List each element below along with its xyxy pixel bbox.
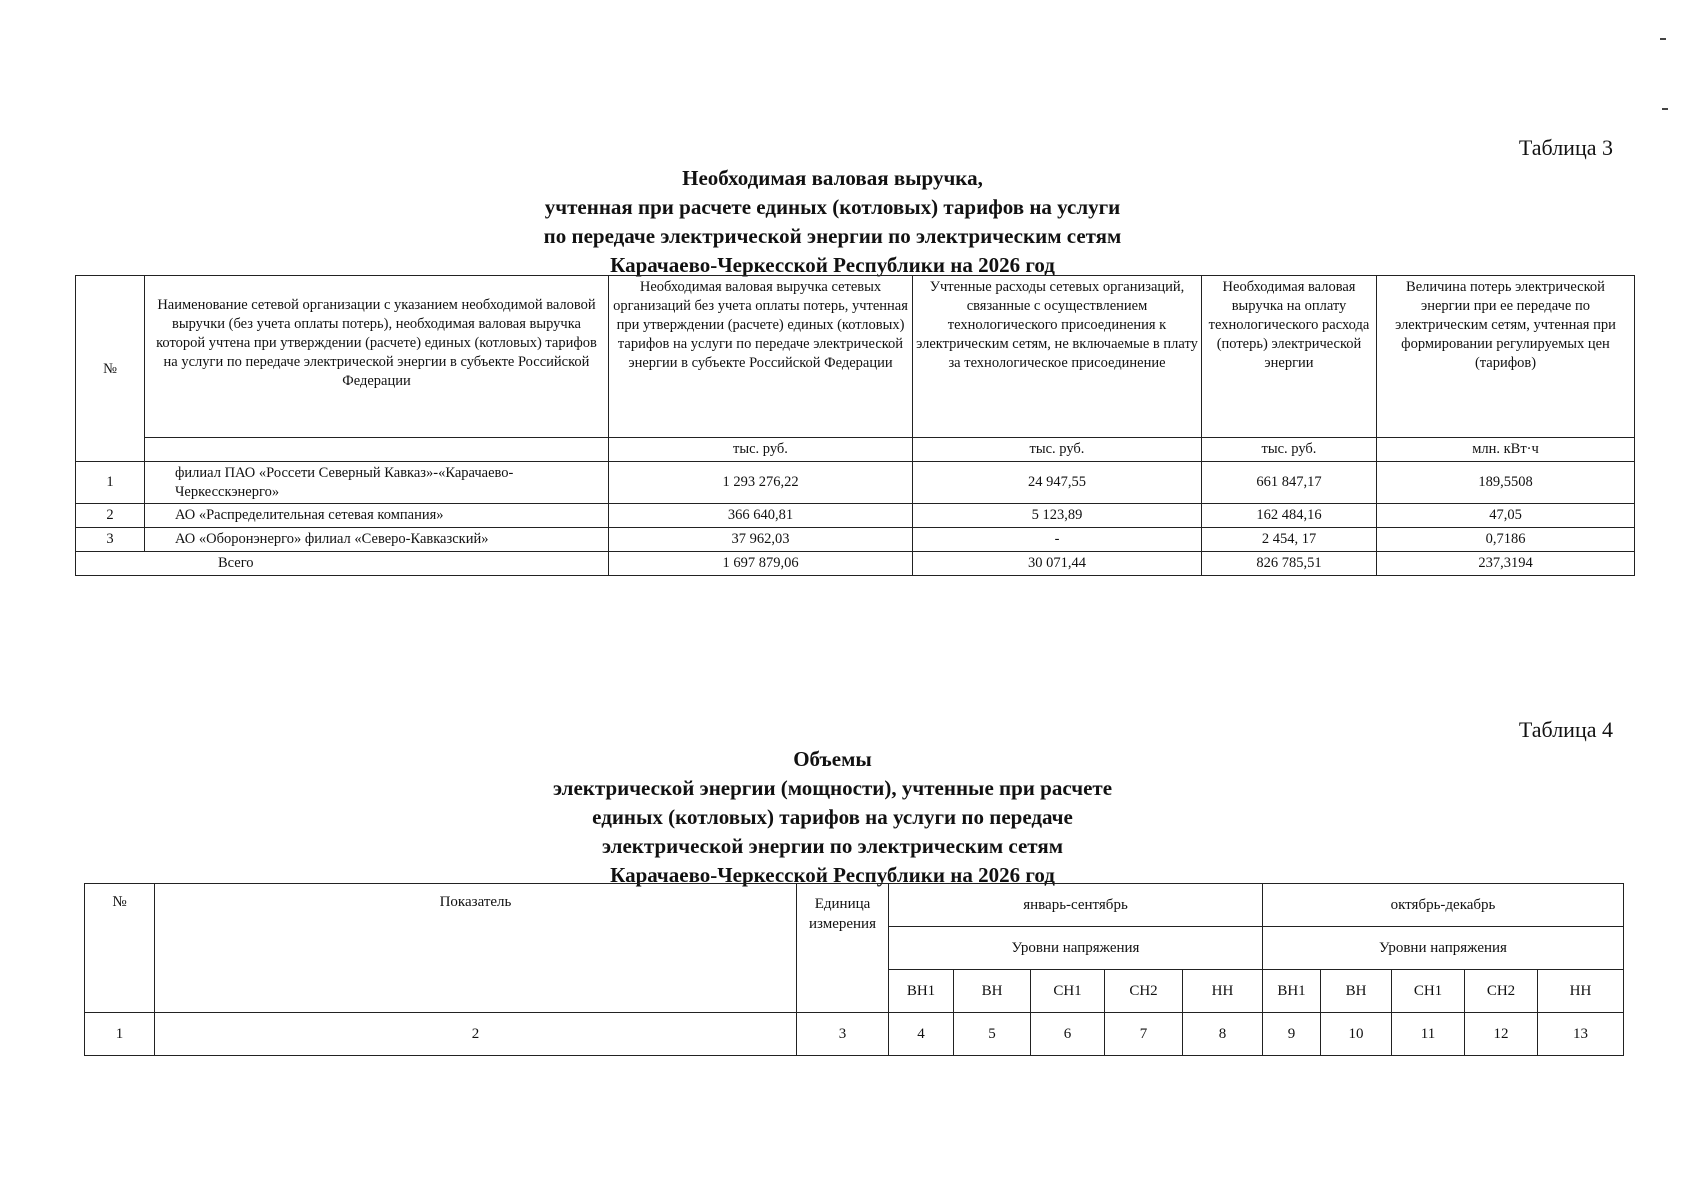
t3-cell-losses-volume: 0,7186 <box>1377 528 1635 552</box>
t3-cell-name: АО «Распределительная сетевая компания» <box>145 504 609 528</box>
t3-cell-losses-payment: 661 847,17 <box>1202 462 1377 504</box>
t4-header-num: № <box>85 884 155 1013</box>
t4-num-cell: 8 <box>1183 1013 1263 1056</box>
t4-num-cell: 11 <box>1392 1013 1465 1056</box>
table3-title: Необходимая валовая выручка, учтенная при расчете единых (котловых) тарифов на услуги по передаче электрической энергии по электрическим сетям Карачаево-Черкесской Республики на 2026 год <box>543 166 1122 277</box>
t3-cell-nvv: 1 293 276,22 <box>609 462 913 504</box>
scan-artifact <box>1662 108 1668 110</box>
table-row <box>76 462 1635 504</box>
t4-num-cell: 9 <box>1263 1013 1321 1056</box>
t3-cell-expenses: 5 123,89 <box>913 504 1202 528</box>
t3-unit: тыс. руб. <box>609 438 913 462</box>
t3-total-losses-payment: 826 785,51 <box>1202 552 1377 576</box>
t4-level: ВН <box>954 970 1031 1013</box>
t3-cell-nvv: 37 962,03 <box>609 528 913 552</box>
t3-unit: млн. кВт·ч <box>1377 438 1635 462</box>
t3-cell-losses-volume: 189,5508 <box>1377 462 1635 504</box>
t4-level: ВН1 <box>889 970 954 1013</box>
t4-header-voltage: Уровни напряжения <box>889 927 1263 970</box>
t4-level: СН2 <box>1465 970 1538 1013</box>
table-row-total <box>76 552 1635 576</box>
t4-num-cell: 3 <box>797 1013 889 1056</box>
table4-label: Таблица 4 <box>1518 717 1613 742</box>
t4-num-cell: 13 <box>1538 1013 1624 1056</box>
t3-total-label: Всего <box>76 552 609 576</box>
t4-header-voltage: Уровни напряжения <box>1263 927 1624 970</box>
t3-total-expenses: 30 071,44 <box>913 552 1202 576</box>
t4-header-period1: январь-сентябрь <box>889 884 1263 927</box>
t4-header-indicator: Показатель <box>155 884 797 1013</box>
t4-num-cell: 5 <box>954 1013 1031 1056</box>
t3-header-expenses: Учтенные расходы сетевых организаций, связанные с осуществлением технологического присоединения к электрическим сетям, не включаемые в плату за технологическое присоединение <box>913 276 1202 438</box>
t4-level: НН <box>1183 970 1263 1013</box>
t4-level: ВН <box>1321 970 1392 1013</box>
t3-cell-losses-payment: 2 454, 17 <box>1202 528 1377 552</box>
t4-header-unit: Единица измерения <box>797 884 889 1013</box>
t3-cell-expenses: 24 947,55 <box>913 462 1202 504</box>
t3-unit-empty <box>145 438 609 462</box>
t3-cell-num: 1 <box>76 462 145 504</box>
t3-cell-losses-volume: 47,05 <box>1377 504 1635 528</box>
t3-cell-num: 3 <box>76 528 145 552</box>
t3-cell-name: филиал ПАО «Россети Северный Кавказ»-«Карачаево-Черкесскэнерго» <box>145 462 609 504</box>
t4-num-cell: 10 <box>1321 1013 1392 1056</box>
t4-num-cell: 2 <box>155 1013 797 1056</box>
t4-num-cell: 1 <box>85 1013 155 1056</box>
table3 <box>75 275 1635 576</box>
t4-header-period2: октябрь-декабрь <box>1263 884 1624 927</box>
table-row-numbering <box>85 1013 1624 1056</box>
t3-header-num: № <box>76 276 145 462</box>
table3-label: Таблица 3 <box>1518 135 1613 160</box>
t4-level: СН2 <box>1105 970 1183 1013</box>
t4-level: СН1 <box>1392 970 1465 1013</box>
t3-cell-nvv: 366 640,81 <box>609 504 913 528</box>
table-row <box>76 504 1635 528</box>
t4-num-cell: 6 <box>1031 1013 1105 1056</box>
t3-unit: тыс. руб. <box>1202 438 1377 462</box>
t3-header-nvv: Необходимая валовая выручка сетевых организаций без учета оплаты потерь, учтенная при утверждении (расчете) единых (котловых) тарифов на услуги по передаче электрической энергии в субъекте Российской Федерации <box>609 276 913 438</box>
t3-header-name: Наименование сетевой организации с указанием необходимой валовой выручки (без учета оплаты потерь), необходимая валовая выручка которой учтена при утверждении (расчете) единых (котловых) тарифов на услуги по передаче электрической энергии в субъекте Российской Федерации <box>145 276 609 438</box>
scan-artifact <box>1660 38 1666 40</box>
t4-num-cell: 7 <box>1105 1013 1183 1056</box>
t3-cell-num: 2 <box>76 504 145 528</box>
t4-num-cell: 12 <box>1465 1013 1538 1056</box>
table4-title: Объемы электрической энергии (мощности), учтенные при расчете единых (котловых) тарифов на услуги по передаче электрической энергии по электрическим сетям Карачаево-Черкесской Республики на 2026 год <box>552 747 1113 887</box>
t3-cell-losses-payment: 162 484,16 <box>1202 504 1377 528</box>
table-row <box>76 528 1635 552</box>
table4 <box>84 883 1624 1056</box>
t3-header-losses-payment: Необходимая валовая выручка на оплату технологического расхода (потерь) электрической энергии <box>1202 276 1377 438</box>
t4-level: ВН1 <box>1263 970 1321 1013</box>
t4-level: НН <box>1538 970 1624 1013</box>
t3-total-nvv: 1 697 879,06 <box>609 552 913 576</box>
t3-unit: тыс. руб. <box>913 438 1202 462</box>
t3-cell-name: АО «Оборонэнерго» филиал «Северо-Кавказский» <box>145 528 609 552</box>
t3-cell-expenses: - <box>913 528 1202 552</box>
t4-num-cell: 4 <box>889 1013 954 1056</box>
t3-total-losses-volume: 237,3194 <box>1377 552 1635 576</box>
t3-header-losses-volume: Величина потерь электрической энергии при ее передаче по электрическим сетям, учтенная при формировании регулируемых цен (тарифов) <box>1377 276 1635 438</box>
t4-level: СН1 <box>1031 970 1105 1013</box>
